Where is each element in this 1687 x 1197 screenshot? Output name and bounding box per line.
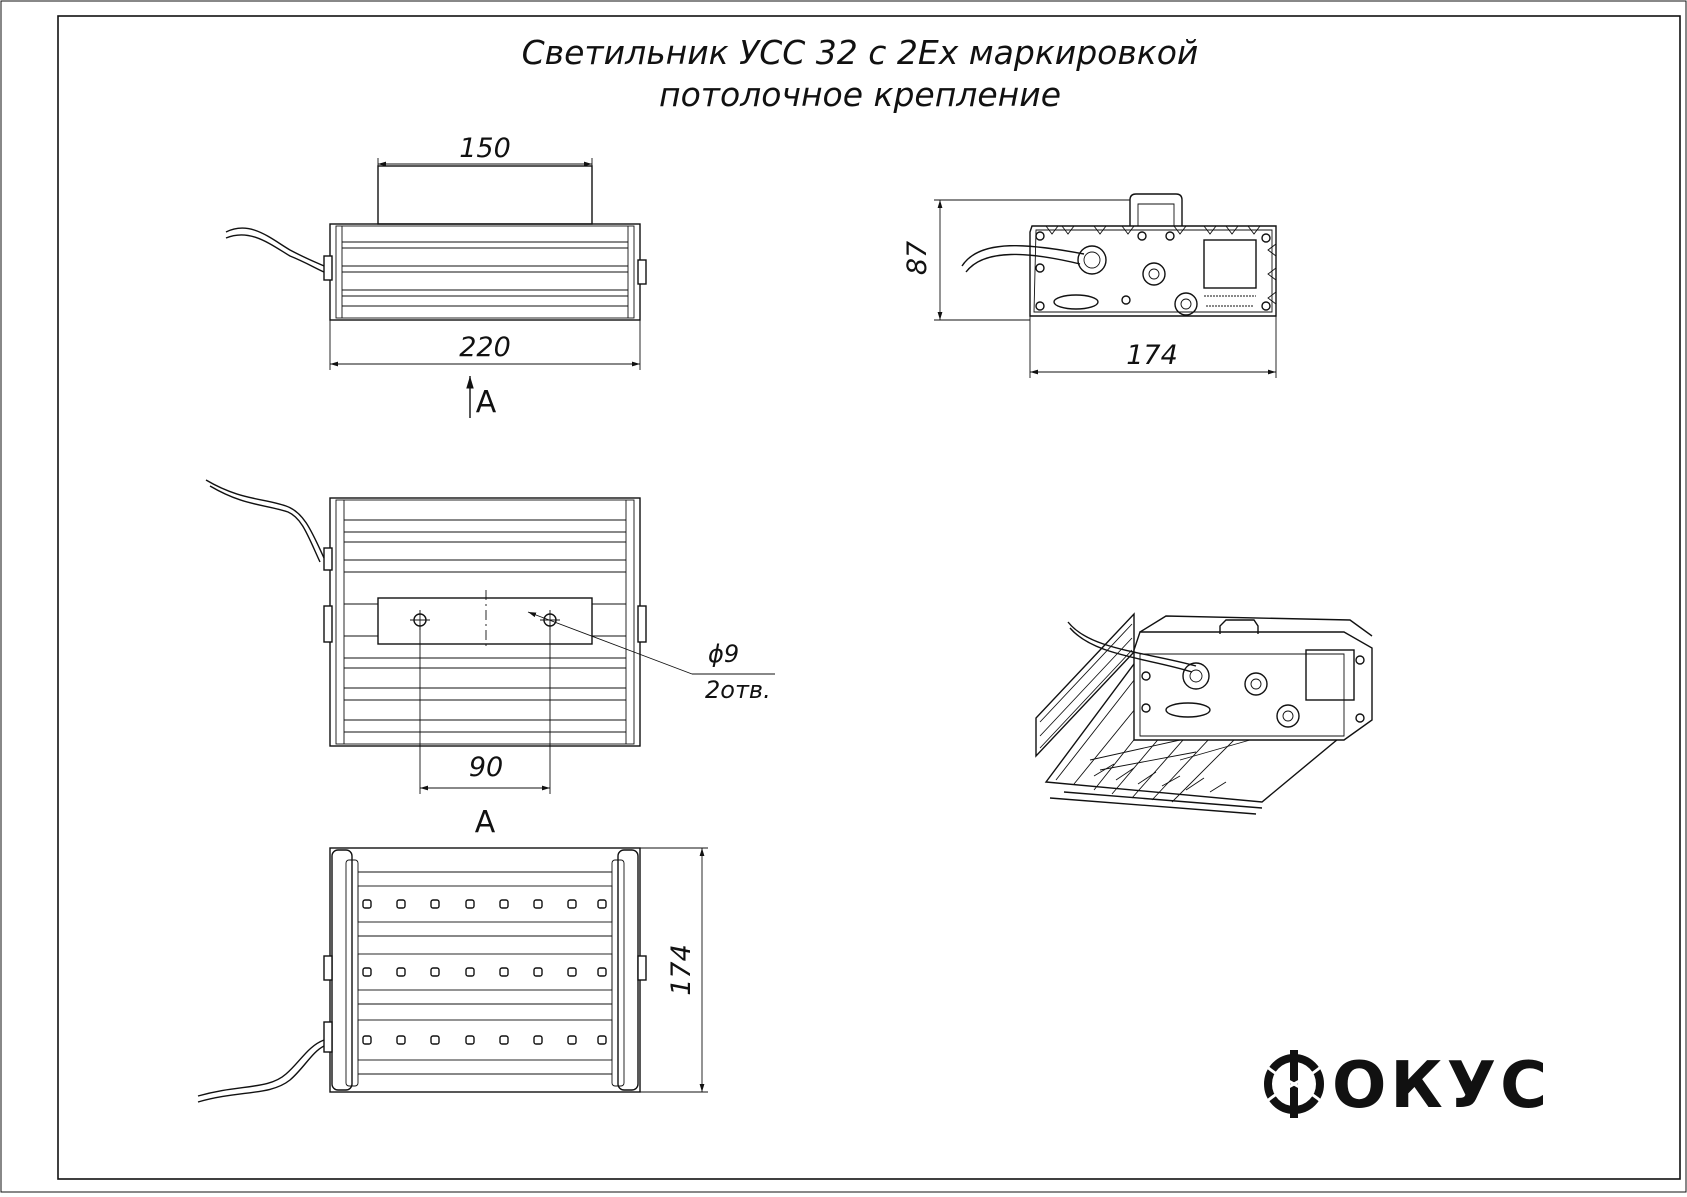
outer-border — [1, 1, 1686, 1192]
dim-top-bracket-width: 150 — [459, 133, 511, 164]
dim-side-length: 174 — [1126, 340, 1178, 371]
top-view — [226, 166, 646, 320]
hole-diameter-label: ϕ9 — [708, 640, 740, 668]
drawing-frame — [58, 16, 1680, 1179]
isometric-view — [1036, 614, 1372, 814]
view-arrow-label: A — [475, 385, 497, 420]
dim-hole-spacing: 90 — [468, 752, 504, 783]
title-line-2: потолочное крепление — [659, 75, 1061, 114]
dim-bottom-width: 174 — [666, 944, 697, 996]
bottom-view — [198, 848, 646, 1102]
dim-side-height: 87 — [902, 240, 933, 276]
dim-top-overall-length: 220 — [459, 332, 511, 363]
focus-logo-icon — [1264, 1050, 1324, 1118]
logo-text: ОКУС — [1332, 1049, 1552, 1123]
side-view — [962, 194, 1276, 316]
hole-count-label: 2отв. — [705, 676, 771, 704]
section-label: A — [474, 805, 496, 840]
title-line-1: Светильник УСС 32 с 2Ex маркировкой — [521, 33, 1199, 72]
middle-view — [206, 480, 646, 746]
